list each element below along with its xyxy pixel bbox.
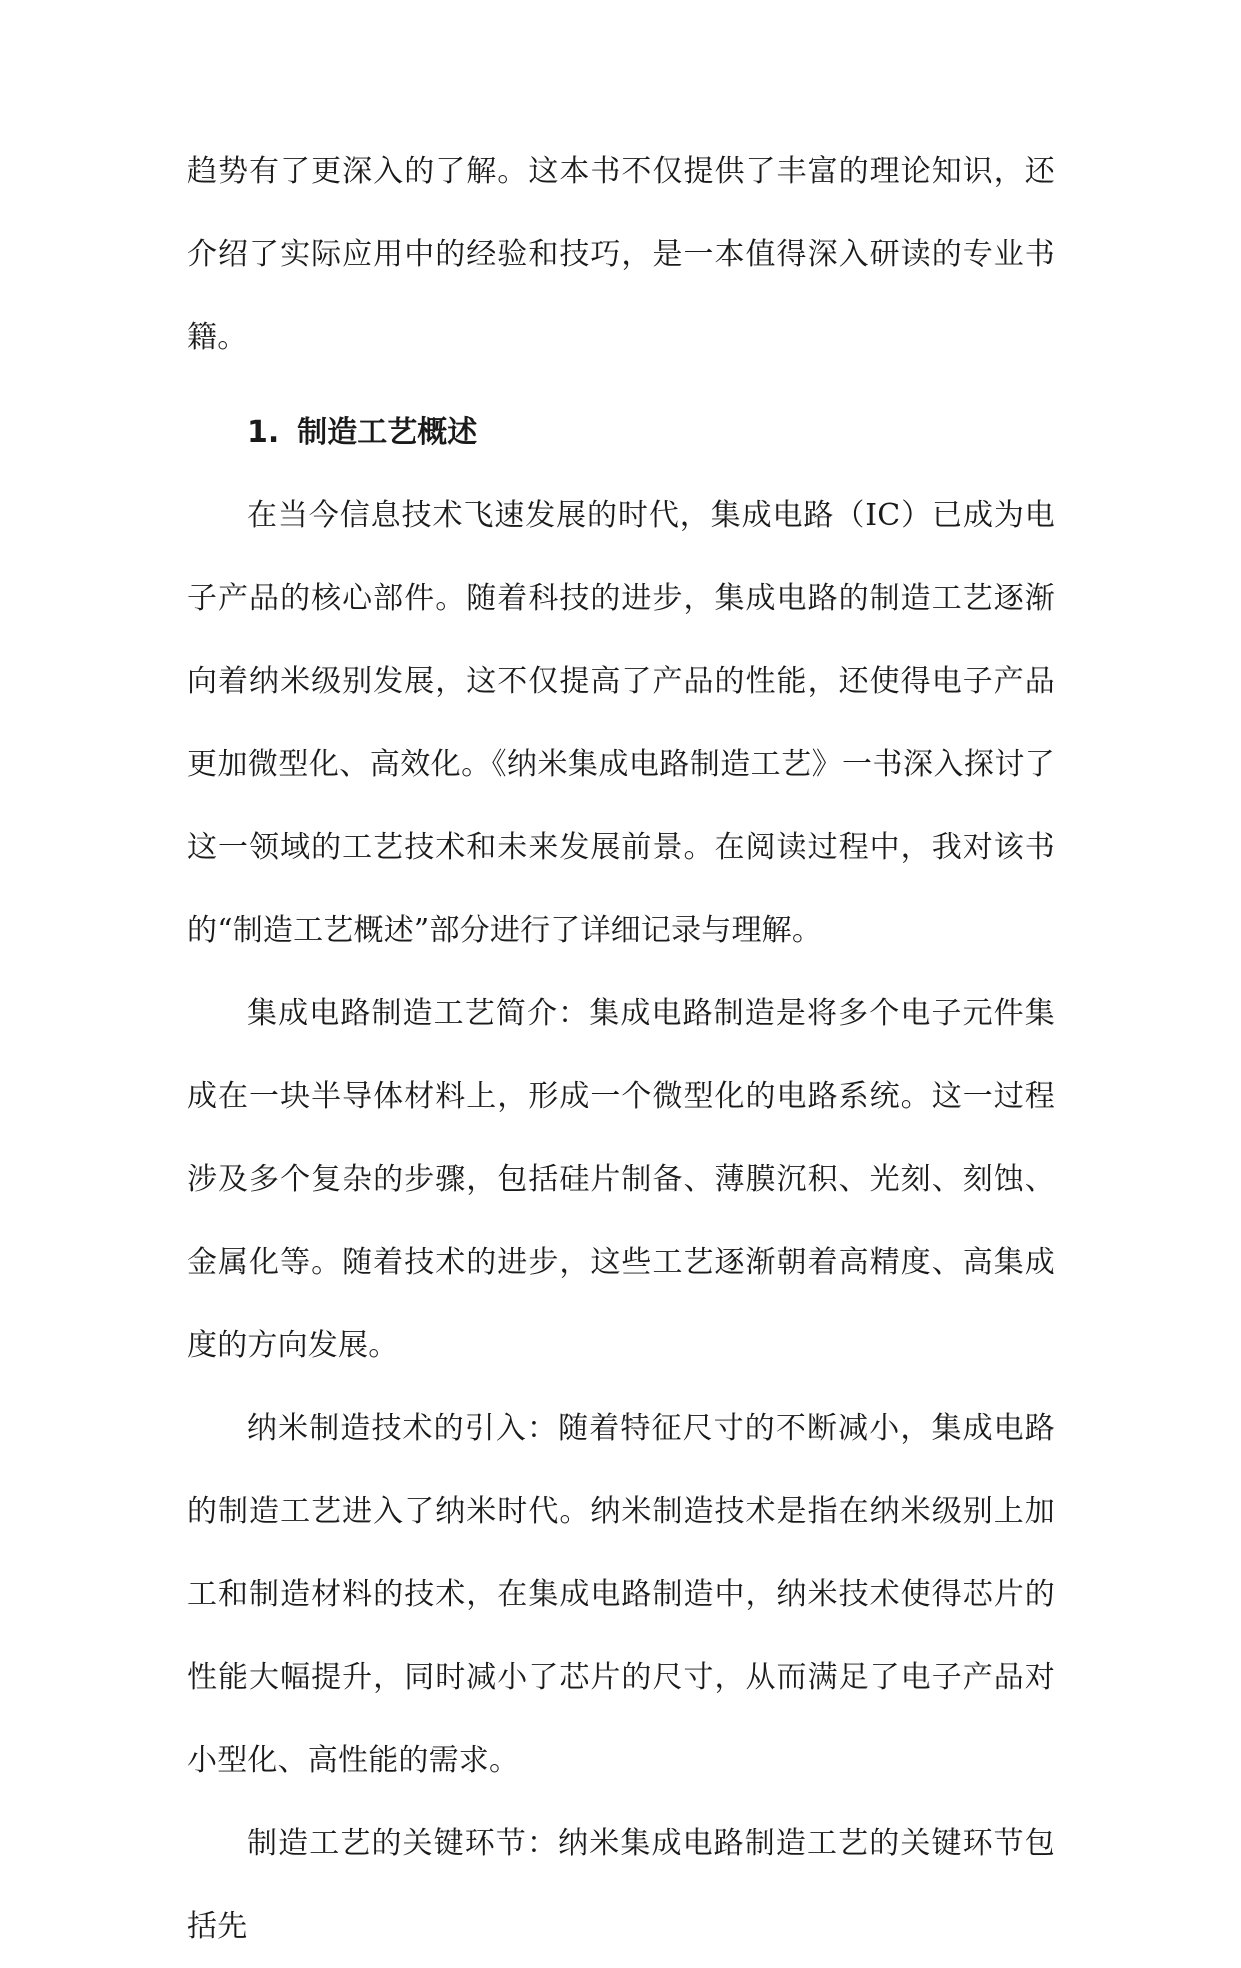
body-paragraph-1: 在当今信息技术飞速发展的时代，集成电路（IC）已成为电子产品的核心部件。随着科技的进步，集成电路的制造工艺逐渐向着纳米级别发展，这不仅提高了产品的性能，还使得电子产品更加微型化、高效化。《纳米集成电路制造工艺》一书深入探讨了这一领域的工艺技术和未来发展前景。在阅读过程中，我对该书的“制造工艺概述”部分进行了详细记录与理解。 xyxy=(187,498,1055,948)
body-paragraph-4: 制造工艺的关键环节：纳米集成电路制造工艺的关键环节包括先 xyxy=(187,1826,1055,1944)
section-number: 1. xyxy=(247,415,280,450)
body-paragraph-3: 纳米制造技术的引入：随着特征尺寸的不断减小，集成电路的制造工艺进入了纳米时代。纳米制造技术是指在纳米级别上加工和制造材料的技术，在集成电路制造中，纳米技术使得芯片的性能大幅提升，同时减小了芯片的尺寸，从而满足了电子产品对小型化、高性能的需求。 xyxy=(187,1411,1055,1778)
section-title: 制造工艺概述 xyxy=(297,415,478,450)
body-paragraph-2: 集成电路制造工艺简介：集成电路制造是将多个电子元件集成在一块半导体材料上，形成一个微型化的电路系统。这一过程涉及多个复杂的步骤，包括硅片制备、薄膜沉积、光刻、刻蚀、金属化等。随着技术的进步，这些工艺逐渐朝着高精度、高集成度的方向发展。 xyxy=(187,996,1055,1363)
intro-continuation-paragraph: 趋势有了更深入的了解。这本书不仅提供了丰富的理论知识，还介绍了实际应用中的经验和技巧，是一本值得深入研读的专业书籍。 xyxy=(187,154,1055,355)
document-page xyxy=(187,130,1055,1968)
section-heading xyxy=(187,391,1055,474)
